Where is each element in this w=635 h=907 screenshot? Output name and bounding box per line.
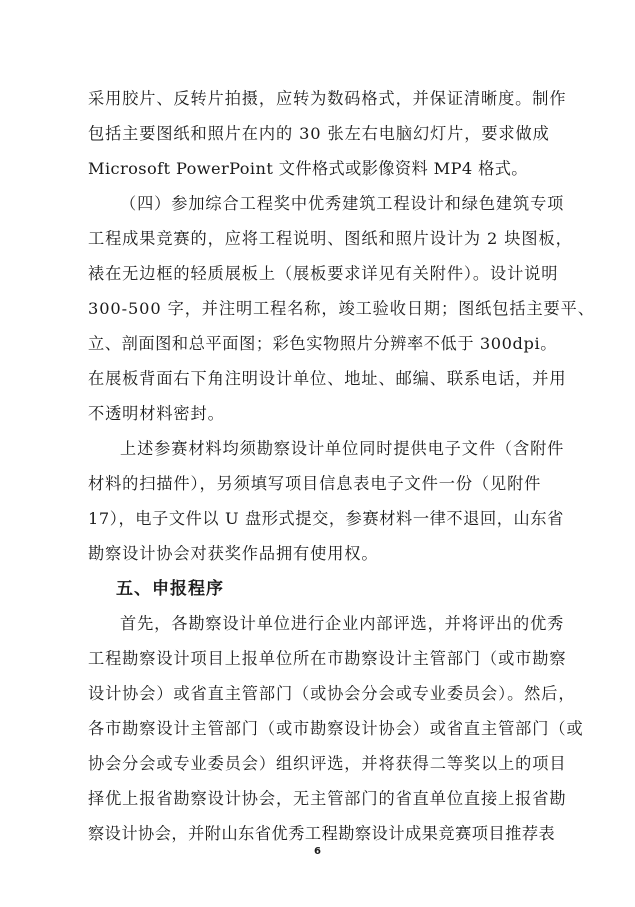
section-heading: 五、申报程序 (116, 579, 224, 599)
text-line: 工程成果竞赛的，应将工程说明、图纸和照片设计为 2 块图板， (88, 229, 573, 248)
text-line: 17），电子文件以 U 盘形式提交，参赛材料一律不退回，山东省 (88, 509, 564, 528)
page-number: 6 (314, 846, 321, 857)
text-line: 察设计协会，并附山东省优秀工程勘察设计成果竞赛项目推荐表 (88, 824, 556, 843)
text-line: 不透明材料密封。 (88, 404, 225, 423)
text-line: 材料的扫描件），另须填写项目信息表电子文件一份（见附件 (88, 474, 542, 493)
text-line: 勘察设计协会对获奖作品拥有使用权。 (88, 544, 379, 563)
text-line: 工程勘察设计项目上报单位所在市勘察设计主管部门（或市勘察 (88, 649, 567, 668)
text-line: 首先，各勘察设计单位进行企业内部评选，并将评出的优秀 (120, 614, 565, 633)
text-line: Microsoft PowerPoint 文件格式或影像资料 MP4 格式。 (88, 159, 528, 178)
text-line: 在展板背面右下角注明设计单位、地址、邮编、联系电话，并用 (88, 369, 567, 388)
text-line: 裱在无边框的轻质展板上（展板要求详见有关附件）。设计说明 (88, 264, 559, 283)
text-line: 各市勘察设计主管部门（或市勘察设计协会）或省直主管部门（或 (88, 719, 584, 738)
text-line: 包括主要图纸和照片在内的 30 张左右电脑幻灯片，要求做成 (88, 124, 550, 143)
text-line: 立、剖面图和总平面图；彩色实物照片分辨率不低于 300dpi。 (88, 334, 558, 353)
text-line: 协会分会或专业委员会）组织评选，并将获得二等奖以上的项目 (88, 754, 567, 773)
text-line: 上述参赛材料均须勘察设计单位同时提供电子文件（含附件 (120, 439, 565, 458)
text-line: 设计协会）或省直主管部门（或协会分会或专业委员会）。然后， (88, 684, 576, 703)
text-line: （四）参加综合工程奖中优秀建筑工程设计和绿色建筑专项 (120, 194, 565, 213)
text-line: 300-500 字，并注明工程名称，竣工验收日期；图纸包括主要平、 (88, 299, 595, 318)
text-line: 采用胶片、反转片拍摄，应转为数码格式，并保证清晰度。制作 (88, 89, 567, 108)
text-line: 择优上报省勘察设计协会，无主管部门的省直单位直接上报省勘 (88, 789, 567, 808)
